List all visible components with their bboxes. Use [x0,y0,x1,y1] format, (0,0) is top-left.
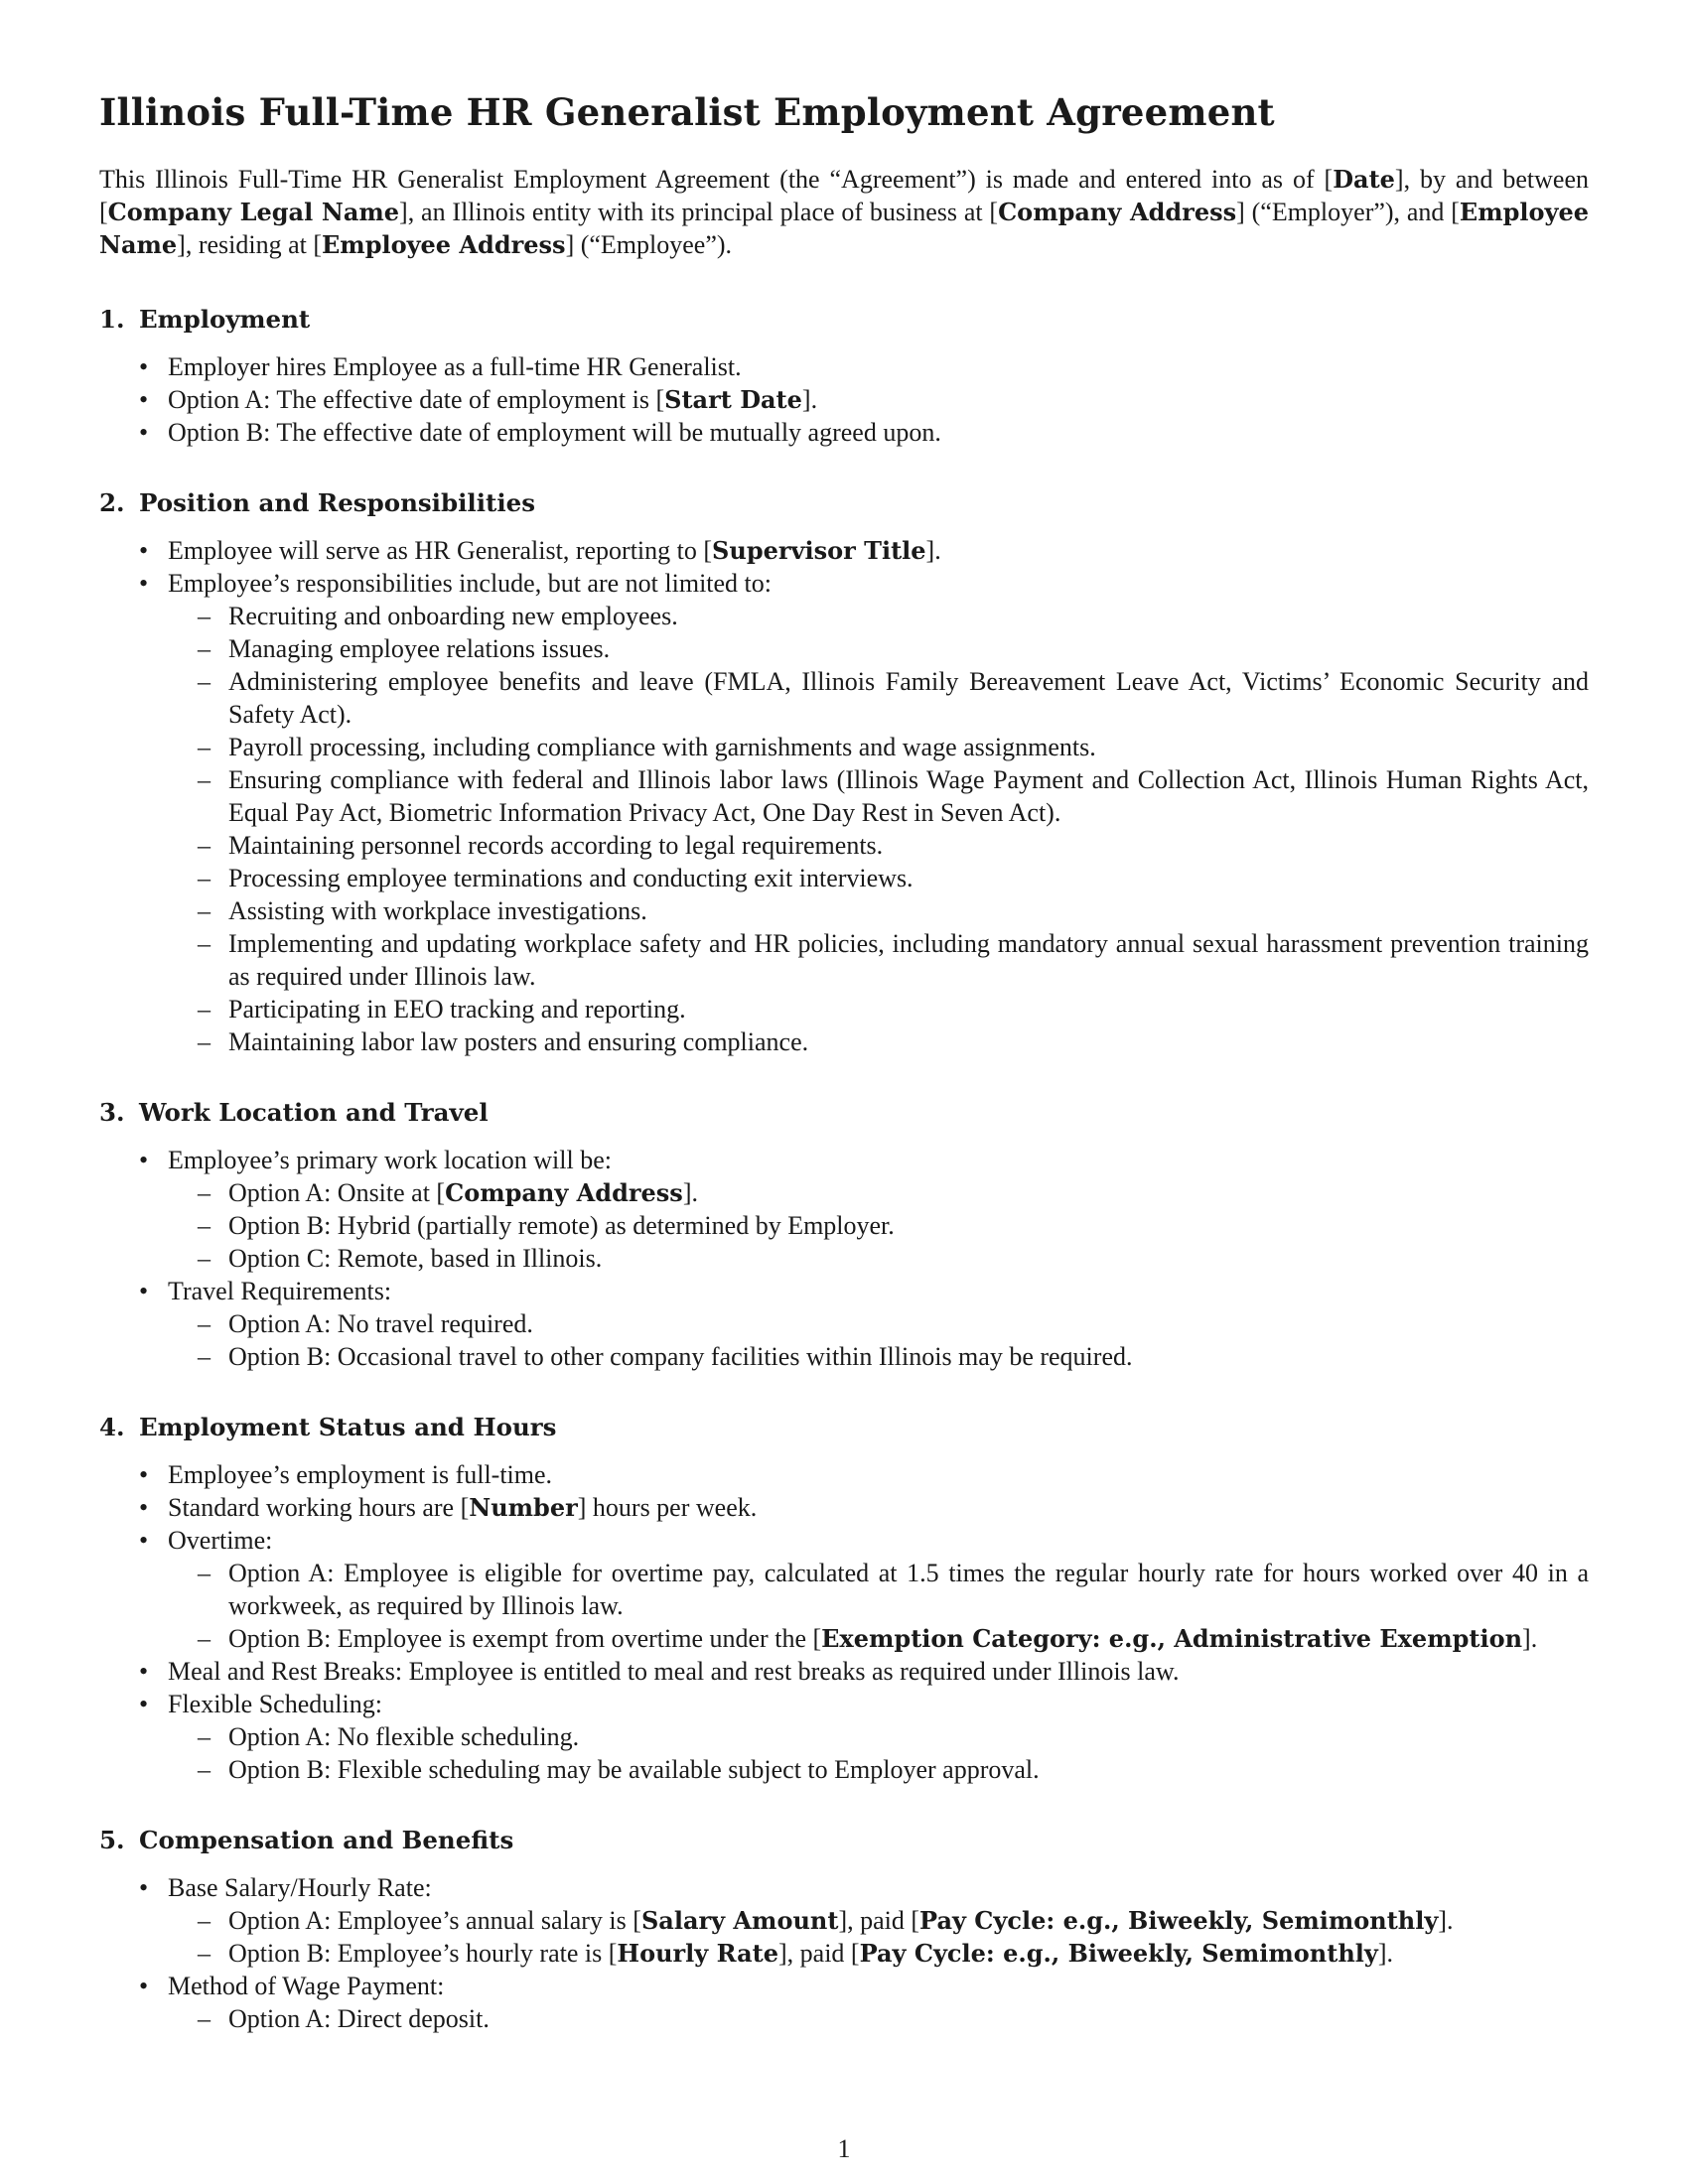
list-item: • Employee’s primary work location will be: – Option A: Onsite at [Company Address]. – Option B: Hybrid (partially remote) as determined by Employer. – Option C: Remote, based in Illinois. [99,1144,1589,1275]
sub-list-item: – Ensuring compliance with federal and Illinois labor laws (Illinois Wage Payment and Collection Act, Illinois Human Rights Act, Equal Pay Act, Biometric Information Privacy Act, One Day Rest in Seven Act). [168,763,1589,829]
sub-list-item: – Option A: Onsite at [Company Address]. [168,1176,1589,1209]
sub-list-item: – Option B: Flexible scheduling may be available subject to Employer approval. [168,1753,1589,1786]
section-compensation-benefits [99,1824,1589,2035]
sub-list-item: – Recruiting and onboarding new employees. [168,600,1589,632]
list-item: • Option B: The effective date of employment will be mutually agreed upon. [99,416,1589,449]
list-item: • Employee will serve as HR Generalist, reporting to [Supervisor Title]. [99,534,1589,567]
sub-list-item: – Option A: No travel required. [168,1307,1589,1340]
sub-list-item: – Option A: Employee’s annual salary is [Salary Amount], paid [Pay Cycle: e.g., Biweekly, Semimonthly]. [168,1904,1589,1937]
sub-list [168,1176,1589,1275]
sub-list-item: – Option A: No flexible scheduling. [168,1720,1589,1753]
placeholder-salary-amount: Salary Amount [640,1906,839,1935]
sub-list [168,1307,1589,1373]
sub-list-item: – Option A: Employee is eligible for overtime pay, calculated at 1.5 times the regular hourly rate for hours worked over 40 in a workweek, as required by Illinois law. [168,1557,1589,1622]
placeholder-exemption-category: Exemption Category: e.g., Administrative Exemption [821,1624,1523,1653]
section-heading: 2. Position and Responsibilities [99,488,536,517]
placeholder-date: Date [1333,165,1395,194]
sub-list [168,1557,1589,1655]
sub-list [168,1720,1589,1786]
placeholder-number: Number [469,1493,578,1522]
section-heading: 5. Compensation and Benefits [99,1826,514,1854]
sub-list-item: – Assisting with workplace investigations. [168,894,1589,927]
sub-list [168,1904,1589,1970]
sub-list-item: – Managing employee relations issues. [168,632,1589,665]
sub-list-item: – Option C: Remote, based in Illinois. [168,1242,1589,1275]
placeholder-pay-cycle: Pay Cycle: e.g., Biweekly, Semimonthly [919,1906,1439,1935]
sub-list [168,2002,1589,2035]
sub-list-item: – Option B: Occasional travel to other company facilities within Illinois may be required. [168,1340,1589,1373]
section-position-responsibilities [99,486,1589,1058]
sub-list-item: – Option B: Employee is exempt from overtime under the [Exemption Category: e.g., Administrative Exemption]. [168,1622,1589,1655]
intro-paragraph: This Illinois Full-Time HR Generalist Employment Agreement (the “Agreement”) is made and entered into as of [Date], by and between [Company Legal Name], an Illinois entity with its principal place of business at [Company Address] (“Employer”), and [Employee Name], residing at [Employee Address] (“Employee”). [99,165,1589,259]
sub-list-item: – Maintaining personnel records according to legal requirements. [168,829,1589,862]
section-heading: 1. Employment [99,305,311,334]
placeholder-employee-name: Employee Name [99,198,1589,259]
list-item: • Flexible Scheduling: – Option A: No flexible scheduling. – Option B: Flexible scheduling may be available subject to Employer approval. [99,1688,1589,1786]
sub-list-item: – Option B: Employee’s hourly rate is [Hourly Rate], paid [Pay Cycle: e.g., Biweekly, Semimonthly]. [168,1937,1589,1970]
sub-list-item: – Option A: Direct deposit. [168,2002,1589,2035]
list-item: • Travel Requirements: – Option A: No travel required. – Option B: Occasional travel to other company facilities within Illinois may be required. [99,1275,1589,1373]
bullet-list [99,1458,1589,1786]
bullet-list [99,534,1589,1058]
page-number: 1 [837,2134,851,2163]
sub-list-item: – Payroll processing, including compliance with garnishments and wage assignments. [168,731,1589,763]
section-employment-status-hours [99,1411,1589,1786]
sub-list-item: – Processing employee terminations and conducting exit interviews. [168,862,1589,894]
list-item: • Method of Wage Payment: – Option A: Direct deposit. [99,1970,1589,2035]
bullet-list [99,1144,1589,1373]
placeholder-supervisor-title: Supervisor Title [712,536,926,565]
list-item: • Meal and Rest Breaks: Employee is entitled to meal and rest breaks as required under Illinois law. [99,1655,1589,1688]
document-page [99,87,1589,2073]
sub-list-item: – Option B: Hybrid (partially remote) as determined by Employer. [168,1209,1589,1242]
section-heading: 3. Work Location and Travel [99,1098,489,1127]
bullet-list [99,350,1589,449]
placeholder-company-legal-name: Company Legal Name [107,198,400,226]
placeholder-start-date: Start Date [664,385,802,414]
list-item: • Standard working hours are [Number] hours per week. [99,1491,1589,1524]
section-employment [99,303,1589,449]
placeholder-employee-address: Employee Address [322,230,566,259]
sub-list-item: – Implementing and updating workplace safety and HR policies, including mandatory annual sexual harassment prevention training as required under Illinois law. [168,927,1589,993]
bullet-list [99,1871,1589,2035]
list-item: • Employee’s employment is full-time. [99,1458,1589,1491]
sub-list-item: – Administering employee benefits and leave (FMLA, Illinois Family Bereavement Leave Act, Victims’ Economic Security and Safety Act). [168,665,1589,731]
sub-list-item: – Maintaining labor law posters and ensuring compliance. [168,1025,1589,1058]
placeholder-company-address: Company Address [998,198,1237,226]
list-item: • Overtime: – Option A: Employee is eligible for overtime pay, calculated at 1.5 times the regular hourly rate for hours worked over 40 in a workweek, as required by Illinois law. – Option B: Employee is exempt from overtime under the [Exemption Category: e.g., Administrative Exemption]. [99,1524,1589,1655]
list-item: • Employee’s responsibilities include, but are not limited to: – Recruiting and onboarding new employees. – Managing employee relations issues. – Administering employee benefits and leave (FMLA, Illinois Family Bereavement Leave Act, Victims’ Economic Security and Safety Act). – Payroll processing, including compliance with garnishments and wage assignments. – Ensuring compliance with federal and Illinois labor laws (Illinois Wage Payment and Collection Act, Illinois Human Rights Act, Equal Pay Act, Biometric Information Privacy Act, One Day Rest in Seven Act). – Maintaining personnel records according to legal requirements. – Processing employee terminations and conducting exit interviews. – Assisting with workplace investigations. – Implementing and updating workplace safety and HR policies, including mandatory annual sexual harassment prevention training as required under Illinois law. – Participating in EEO tracking and reporting. – Maintaining labor law posters and ensuring compliance. [99,567,1589,1058]
placeholder-company-address: Company Address [445,1178,683,1207]
sub-list [168,600,1589,1058]
section-work-location-travel [99,1096,1589,1373]
list-item: • Employer hires Employee as a full-time HR Generalist. [99,350,1589,383]
placeholder-pay-cycle: Pay Cycle: e.g., Biweekly, Semimonthly [859,1939,1378,1968]
document-title: Illinois Full-Time HR Generalist Employment Agreement [99,90,1275,134]
list-item: • Base Salary/Hourly Rate: – Option A: Employee’s annual salary is [Salary Amount], paid [Pay Cycle: e.g., Biweekly, Semimonthly]. – Option B: Employee’s hourly rate is [Hourly Rate], paid [Pay Cycle: e.g., Biweekly, Semimonthly]. [99,1871,1589,1970]
list-item: • Option A: The effective date of employment is [Start Date]. [99,383,1589,416]
placeholder-hourly-rate: Hourly Rate [617,1939,778,1968]
sub-list-item: – Participating in EEO tracking and reporting. [168,993,1589,1025]
section-heading: 4. Employment Status and Hours [99,1413,557,1441]
